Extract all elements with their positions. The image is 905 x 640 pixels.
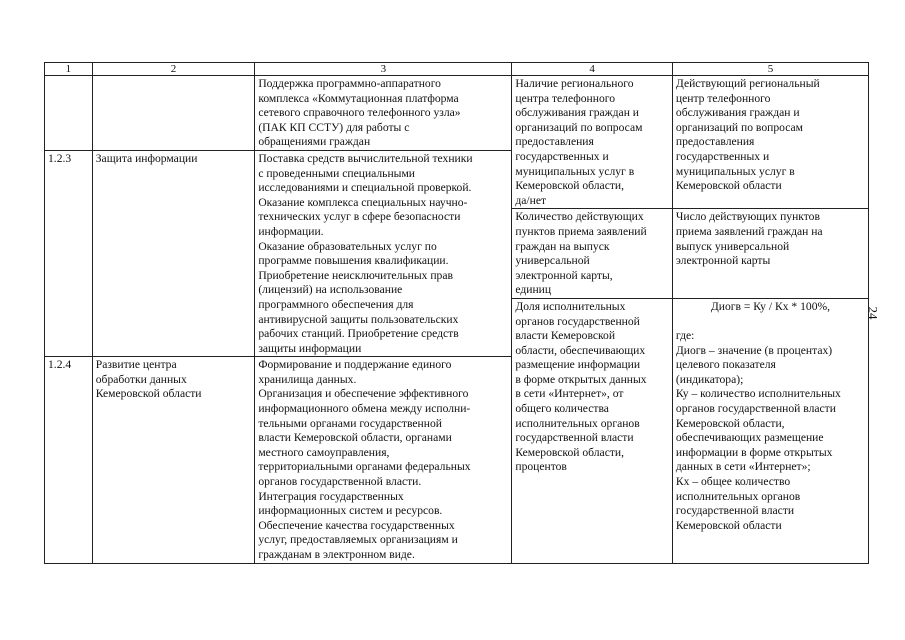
activity-name-cell bbox=[92, 150, 255, 356]
text-line: целевого показателя bbox=[675, 358, 776, 372]
text-line: тельными органами государственной bbox=[258, 416, 442, 430]
text-line: гражданам в электронном виде. bbox=[258, 548, 415, 561]
text-line: органов государственной власти. bbox=[258, 475, 422, 489]
text-line: Кемеровской области bbox=[675, 179, 782, 193]
text-line: Число действующих пунктов bbox=[675, 210, 820, 224]
text-line: комплекса «Коммутационная платформа bbox=[258, 91, 459, 105]
column-number: 5 bbox=[672, 63, 868, 76]
text-line: размещение информации bbox=[515, 358, 641, 372]
column-number: 3 bbox=[255, 63, 512, 76]
text-line: электронной карты, bbox=[515, 268, 613, 282]
text-line: местного самоуправления, bbox=[258, 445, 390, 459]
text-line: приема заявлений граждан на bbox=[675, 224, 823, 238]
text-line: информационных систем и ресурсов. bbox=[258, 504, 443, 518]
text-line: Обеспечение качества государственных bbox=[258, 518, 455, 532]
indicator-name-cell bbox=[512, 76, 673, 209]
activity-number-cell: 1.2.4 bbox=[45, 357, 93, 563]
text-line: государственных и bbox=[515, 149, 609, 163]
activity-description-cell bbox=[255, 150, 512, 356]
text-line: Доля исполнительных bbox=[515, 299, 626, 313]
indicator-description-cell bbox=[672, 209, 868, 299]
text-line: сетевого справочного телефонного узла» bbox=[258, 106, 461, 120]
text-line: (индикатора); bbox=[675, 372, 744, 386]
formula-explanation bbox=[676, 329, 865, 533]
text-line: Оказание образовательных услуг по bbox=[258, 239, 437, 253]
text-line: услуг, предоставляемых организациям и bbox=[258, 533, 458, 547]
text-line: в сети «Интернет», от bbox=[515, 387, 624, 401]
text-line: органов государственной bbox=[515, 314, 640, 328]
text-line: предоставления bbox=[515, 135, 594, 149]
text-line: обработки данных bbox=[95, 372, 187, 386]
indicator-name-cell bbox=[512, 209, 673, 299]
activity-description-cell bbox=[255, 357, 512, 563]
text-line: власти Кемеровской bbox=[515, 329, 616, 343]
text-line: государственных и bbox=[675, 149, 770, 163]
text-line: (лицензий) на использование bbox=[258, 283, 403, 297]
text-line: государственной власти bbox=[675, 504, 795, 518]
text-line: пунктов приема заявлений bbox=[515, 224, 647, 238]
text-line: Организация и обеспечение эффективного bbox=[258, 387, 469, 401]
table-row bbox=[45, 76, 869, 151]
text-line: общего количества bbox=[515, 402, 609, 416]
text-line: программного обеспечения для bbox=[258, 297, 414, 311]
text-line: центр телефонного bbox=[675, 91, 771, 105]
text-line: Поставка средств вычислительной техники bbox=[258, 151, 473, 165]
text-line: процентов bbox=[515, 460, 567, 474]
text-line: Кемеровской области bbox=[675, 518, 782, 532]
text-line: антивирусной защиты пользовательских bbox=[258, 312, 459, 326]
text-line: программе повышения квалификации. bbox=[258, 254, 449, 268]
text-line: Поддержка программно-аппаратного bbox=[258, 77, 441, 90]
text-line: исполнительных органов bbox=[515, 416, 640, 430]
text-line: обращениями граждан bbox=[258, 135, 371, 149]
text-line: организаций по вопросам bbox=[515, 120, 643, 134]
column-numbers-row bbox=[45, 63, 869, 76]
text-line: информационного обмена между исполни- bbox=[258, 402, 471, 416]
text-line: власти Кемеровской области, органами bbox=[258, 431, 452, 445]
page-number: 24 bbox=[865, 306, 881, 320]
text-line: Количество действующих bbox=[515, 210, 644, 224]
text-line: территориальными органами федеральных bbox=[258, 460, 471, 474]
text-line: хранилища данных. bbox=[258, 372, 357, 386]
text-line: Защита информации bbox=[95, 151, 198, 165]
text-line: информации. bbox=[258, 224, 324, 238]
text-line: Кемеровской области, bbox=[515, 179, 625, 193]
text-line: да/нет bbox=[515, 193, 547, 207]
text-line: исследованиями и специальной проверкой. bbox=[258, 181, 472, 195]
column-number: 4 bbox=[512, 63, 673, 76]
text-line: где: bbox=[675, 329, 695, 343]
text-line: Оказание комплекса специальных научно- bbox=[258, 195, 468, 209]
activity-name-cell bbox=[92, 357, 255, 563]
text-line: технических услуг в сфере безопасности bbox=[258, 210, 461, 224]
column-number: 1 bbox=[45, 63, 93, 76]
text-line: Интеграция государственных bbox=[258, 489, 404, 503]
text-line: обслуживания граждан и bbox=[515, 106, 640, 120]
indicator-description-cell bbox=[672, 298, 868, 563]
text-line: информации в форме открытых bbox=[675, 445, 833, 459]
text-line: Наличие регионального bbox=[515, 77, 634, 90]
indicator-description-cell bbox=[672, 76, 868, 209]
text-line: граждан на выпуск bbox=[515, 239, 610, 253]
program-activities-table bbox=[44, 62, 869, 564]
text-line: (ПАК КП ССТУ) для работы с bbox=[258, 120, 410, 134]
text-line: Кемеровской области, bbox=[515, 445, 625, 459]
text-line: данных в сети «Интернет»; bbox=[675, 460, 811, 474]
activity-number-cell bbox=[45, 76, 93, 151]
text-line: Приобретение неисключительных прав bbox=[258, 268, 453, 282]
text-line: Ку – количество исполнительных bbox=[675, 387, 841, 401]
text-line: Диогв – значение (в процентах) bbox=[675, 343, 833, 357]
text-line: выпуск универсальной bbox=[675, 239, 790, 253]
text-line: рабочих станций. Приобретение средств bbox=[258, 327, 459, 341]
text-line: обслуживания граждан и bbox=[675, 106, 800, 120]
indicator-name-cell bbox=[512, 298, 673, 563]
indicator-formula: Диогв = Ку / Кх * 100%, bbox=[710, 299, 831, 313]
text-line: обеспечивающих размещение bbox=[675, 431, 824, 445]
text-line: области, обеспечивающих bbox=[515, 343, 646, 357]
text-line: Формирование и поддержание единого bbox=[258, 358, 452, 372]
text-line: электронной карты bbox=[675, 254, 771, 268]
text-line: предоставления bbox=[675, 135, 755, 149]
text-line: защиты информации bbox=[258, 341, 362, 355]
text-line: Кх – общее количество bbox=[675, 475, 791, 489]
text-line: единиц bbox=[515, 283, 552, 297]
activity-number-cell: 1.2.3 bbox=[45, 150, 93, 356]
activity-name-cell bbox=[92, 76, 255, 151]
text-line: универсальной bbox=[515, 254, 590, 268]
text-line: Кемеровской области bbox=[95, 387, 202, 401]
column-number: 2 bbox=[92, 63, 255, 76]
text-line: исполнительных органов bbox=[675, 489, 801, 503]
activity-description-cell bbox=[255, 76, 512, 151]
text-line: Действующий региональный bbox=[675, 77, 820, 90]
text-line: центра телефонного bbox=[515, 91, 616, 105]
text-line: муниципальных услуг в bbox=[515, 164, 635, 178]
text-line: Развитие центра bbox=[95, 358, 177, 372]
text-line: с проведенными специальными bbox=[258, 166, 415, 180]
text-line: Кемеровской области, bbox=[675, 416, 785, 430]
text-line: органов государственной власти bbox=[675, 402, 836, 416]
text-line: в форме открытых данных bbox=[515, 372, 647, 386]
text-line: муниципальных услуг в bbox=[675, 164, 795, 178]
text-line: государственной власти bbox=[515, 431, 634, 445]
text-line: организаций по вопросам bbox=[675, 120, 803, 134]
